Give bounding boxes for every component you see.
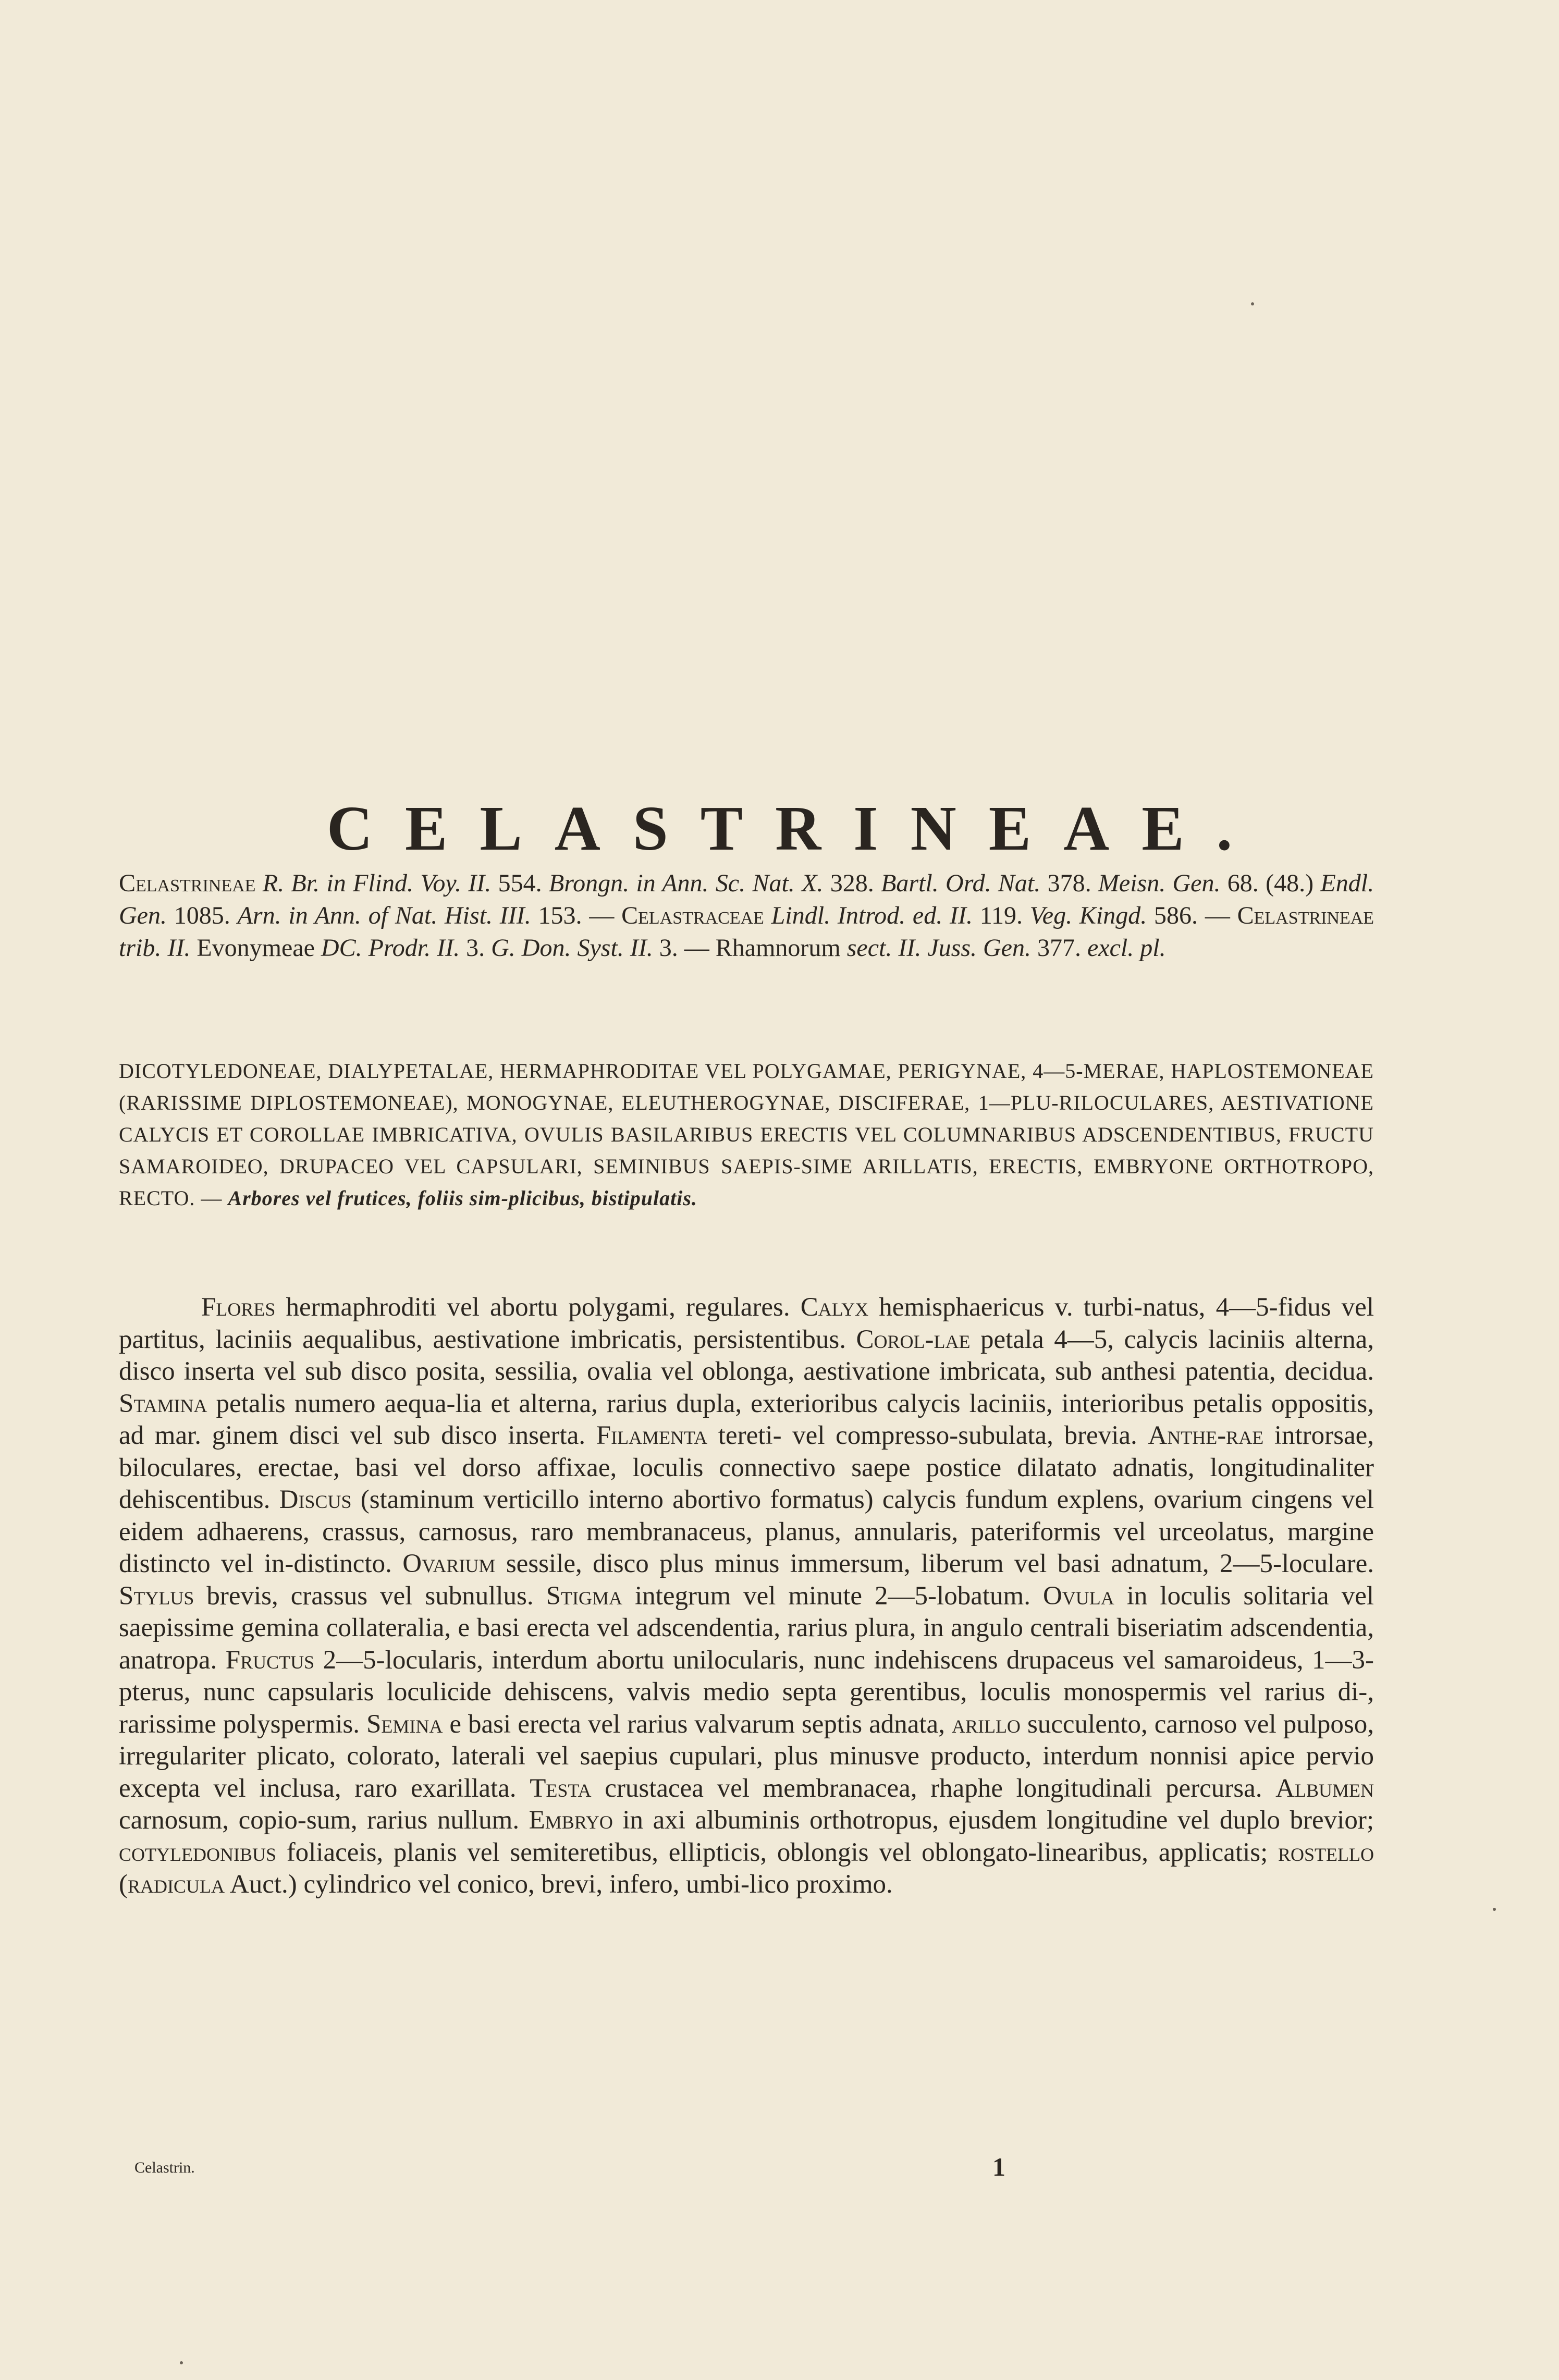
synonymy-run: 378. (1040, 869, 1098, 897)
description-run: Filamenta (596, 1421, 708, 1450)
signature-mark: Celastrin. (134, 2159, 195, 2176)
page-title: CELASTRINEAE. (326, 793, 1265, 864)
synonymy-run: Endl. Gen. (119, 869, 1374, 929)
page-number: 1 (992, 2152, 1005, 2181)
description-run: crustacea vel membranacea, rhaphe longitudinali percursa. (591, 1773, 1276, 1803)
synonymy-run: Celastrineae (1237, 902, 1374, 929)
synonymy-run: excl. pl. (1087, 934, 1166, 962)
synonymy-run: Evonymeae (190, 934, 321, 962)
description-run: in axi albuminis orthotropus, ejusdem longitudine vel duplo brevior; (612, 1806, 1374, 1835)
description-run: Calyx (800, 1293, 869, 1322)
description-run: in loculis solitaria vel saepissime gemina collateralia, e basi erecta vel adscendentia, rarius plura, in angulo centrali biseriatim adscendentia, anatropa. (119, 1581, 1374, 1675)
synonymy-run: Veg. Kingd. (1029, 902, 1147, 929)
description-run: Ovula (1042, 1581, 1114, 1611)
description-run: Flores (201, 1293, 276, 1322)
ink-speck (1251, 302, 1254, 305)
description-run: brevis, crassus vel subnullus. (194, 1581, 546, 1611)
synonymy-run: 586. — (1147, 902, 1237, 929)
description-run: hemisphaericus v. turbi-natus, 4—5-fidus vel partitus, laciniis aequalibus, aestivatione imbricatis, persistentibus. (119, 1293, 1374, 1354)
synonymy-run: 328. (823, 869, 881, 897)
synonymy-run: Celastraceae (621, 902, 764, 929)
synonymy-run: trib. II. (119, 934, 191, 962)
description-run: carnosum, copio-sum, rarius nullum. (119, 1806, 529, 1835)
synonymy-run: sect. II. Juss. Gen. (846, 934, 1031, 962)
synonymy-run: 68. (48.) (1220, 869, 1321, 897)
description-run: introrsae, biloculares, erectae, basi vel dorso affixae, loculis connectivo saepe postice dilatato adnatis, longitudinaliter dehiscentibus. (119, 1421, 1374, 1514)
description-run: Stigma (546, 1581, 622, 1611)
description-run: Testa (530, 1773, 592, 1803)
description-run: tereti- vel compresso-subulata, brevia. (707, 1421, 1148, 1450)
description-run: (staminum verticillo interno abortivo formatus) calycis fundum explens, ovarium cingens vel eidem adhaerens, crassus, carnosus, raro membranaceus, planus, annularis, pateriformis vel urceolatus, margine distincto vel in-distincto. (119, 1485, 1374, 1578)
synonymy-run: 554. (491, 869, 549, 897)
synonymy-run (764, 902, 771, 929)
characters-run: DICOTYLEDONEAE, DIALYPETALAE, HERMAPHRODITAE VEL POLYGAMAE, PERIGYNAE, 4—5-MERAE, HAPLOSTEMONEAE (RARISSIME DIPLOSTEMONEAE), MONOGYNAE, ELEUTHEROGYNAE, DISCIFERAE, 1—PLU-RILOCULARES, AESTIVATIONE CALYCIS ET COROLLAE IMBRICATIVA, OVULIS BASILARIBUS ERECTIS VEL COLUMNARIBUS ADSCENDENTIBUS, FRUCTU SAMAROIDEO, DRUPACEO VEL CAPSULARI, SEMINIBUS SAEPIS-SIME ARILLATIS, ERECTIS, EMBRYONE ORTHOTROPO, RECTO. — (119, 1059, 1374, 1210)
description-run: rostello (1278, 1837, 1374, 1867)
synonymy-paragraph (119, 867, 1374, 964)
description-run: foliaceis, planis vel semiteretibus, ellipticis, oblongis vel oblongato-linearibus, applicatis; (276, 1837, 1278, 1867)
description-run: Ovarium (402, 1549, 496, 1578)
description-run: Auct.) cylindrico vel conico, brevi, infero, umbi-lico proximo. (224, 1870, 893, 1899)
synonymy-run: 153. — (531, 902, 622, 929)
synonymy-run: DC. Prodr. II. (321, 934, 460, 962)
description-run: radicula (127, 1870, 225, 1899)
synonymy-run: 119. (972, 902, 1030, 929)
description-run: Stamina (119, 1389, 207, 1418)
description-run: Corol-lae (856, 1324, 971, 1354)
description-run: cotyledonibus (119, 1837, 276, 1867)
description-run: e basi erecta vel rarius valvarum septis adnata, (443, 1709, 952, 1739)
description-run: petala 4—5, calycis laciniis alterna, disco inserta vel sub disco posita, sessilia, ovalia vel oblonga, aestivatione imbricata, sub anthesi patentia, decidua. (119, 1324, 1374, 1386)
description-run: Fructus (225, 1645, 315, 1675)
character-diagnosis (119, 1055, 1374, 1214)
synonymy-run: Meisn. Gen. (1098, 869, 1221, 897)
description-paragraph (119, 1292, 1374, 1901)
description-run: 2—5-locularis, interdum abortu unilocularis, nunc indehiscens drupaceus vel samaroideus, 1—3-pterus, nunc capsularis loculicide dehiscens, valvis medio septa gerentibus, loculis monospermis vel rarius di-, rarissime polyspermis. (119, 1645, 1374, 1739)
description-run: Semina (366, 1709, 443, 1739)
description-run: ( (119, 1870, 128, 1899)
synonymy-run: 1085. (166, 902, 238, 929)
ink-speck (180, 2361, 183, 2364)
synonymy-run: Lindl. Introd. ed. II. (771, 902, 973, 929)
description-run: Albumen (1275, 1773, 1374, 1803)
ink-speck (1493, 1908, 1496, 1911)
description-run: arillo (951, 1709, 1021, 1739)
description-run: hermaphroditi vel abortu polygami, regulares. (275, 1293, 801, 1322)
description-run: Stylus (119, 1581, 194, 1611)
synonymy-run (255, 869, 262, 897)
synonymy-run: Arn. in Ann. of Nat. Hist. III. (237, 902, 531, 929)
description-run: Discus (279, 1485, 352, 1514)
synonymy-run: 3. (460, 934, 492, 962)
synonymy-run: Brongn. in Ann. Sc. Nat. X. (548, 869, 824, 897)
characters-run: Arbores vel frutices, foliis sim-plicibus, bistipulatis. (228, 1186, 697, 1210)
synonymy-run: Bartl. Ord. Nat. (881, 869, 1041, 897)
description-run: petalis numero aequa-lia et alterna, rarius dupla, exterioribus calycis laciniis, interioribus petalis oppositis, ad mar. ginem disci vel sub disco inserta. (119, 1389, 1374, 1450)
description-run: succulento, carnoso vel pulposo, irregulariter plicato, colorato, laterali vel saepius cupulari, plus minusve producto, interdum nonnisi apice pervio excepta vel inclusa, raro exarillata. (119, 1709, 1374, 1803)
synonymy-run: Celastrineae (119, 869, 256, 897)
synonymy-run: G. Don. Syst. II. (491, 934, 653, 962)
synonymy-run: 377. (1030, 934, 1087, 962)
synonymy-run: R. Br. in Flind. Voy. II. (262, 869, 492, 897)
description-run: Embryo (529, 1806, 613, 1835)
description-run: Anthe-rae (1148, 1421, 1264, 1450)
description-run: integrum vel minute 2—5-lobatum. (622, 1581, 1043, 1611)
description-run: sessile, disco plus minus immersum, liberum vel basi adnatum, 2—5-loculare. (495, 1549, 1374, 1578)
synonymy-run: 3. — Rhamnorum (653, 934, 847, 962)
